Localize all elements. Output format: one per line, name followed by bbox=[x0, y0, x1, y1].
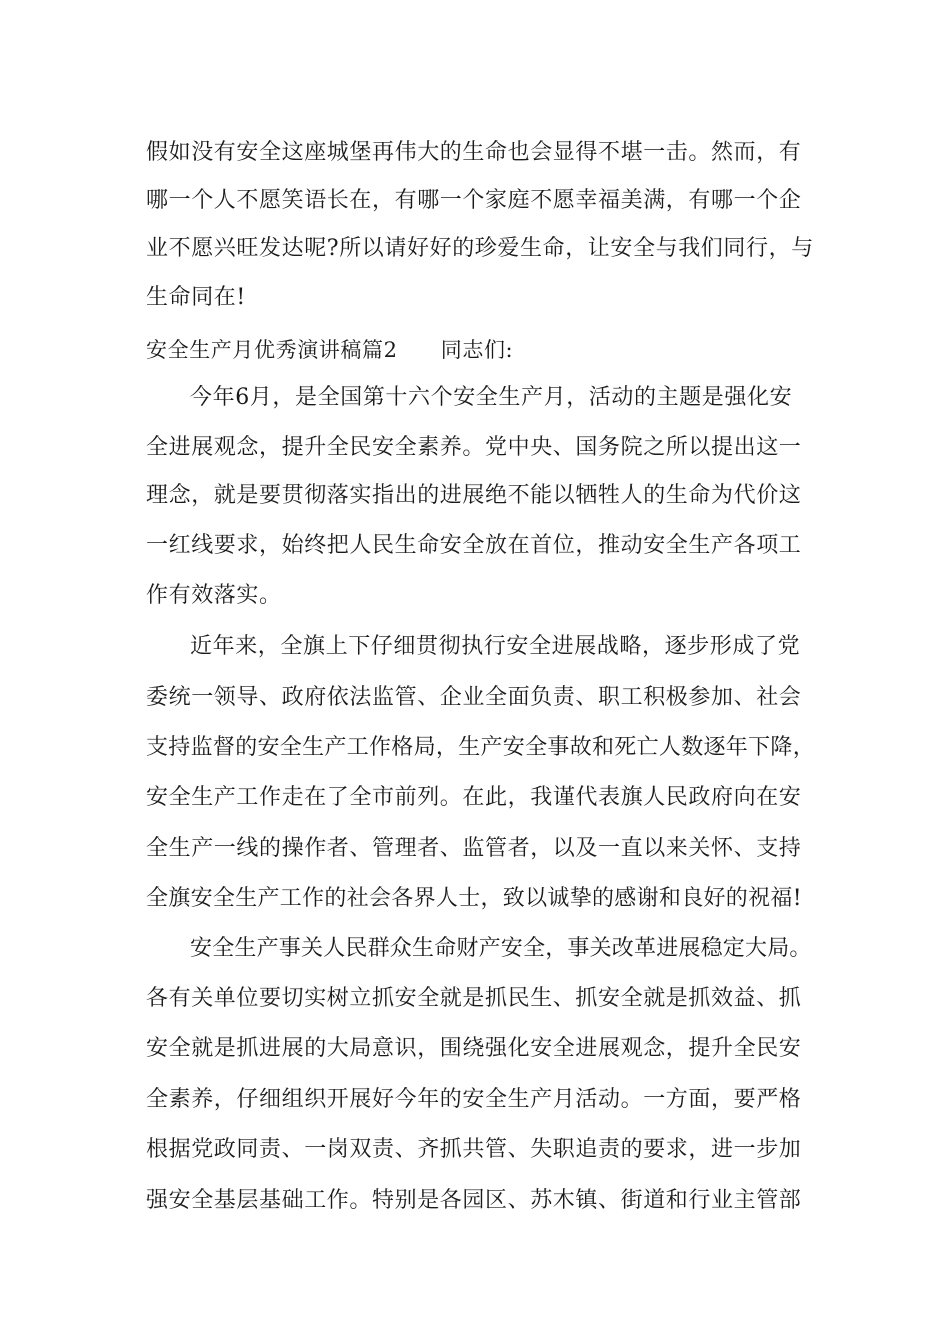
section-heading: 安全生产月优秀演讲稿篇2 同志们: bbox=[146, 338, 514, 362]
paragraph-line: 假如没有安全这座城堡再伟大的生命也会显得不堪一击。然而，有 bbox=[146, 140, 802, 165]
paragraph-line: 支持监督的安全生产工作格局，生产安全事故和死亡人数逐年下降， bbox=[146, 735, 816, 760]
paragraph-line: 强安全基层基础工作。特别是各园区、苏木镇、街道和行业主管部 bbox=[146, 1188, 802, 1213]
paragraph-line: 作有效落实。 bbox=[146, 583, 282, 608]
paragraph-line: 全素养，仔细组织开展好今年的安全生产月活动。一方面，要严格 bbox=[146, 1087, 802, 1112]
paragraph-line: 全生产一线的操作者、管理者、监管者，以及一直以来关怀、支持 bbox=[146, 836, 802, 861]
paragraph-line: 根据党政同责、一岗双责、齐抓共管、失职追责的要求，进一步加 bbox=[146, 1137, 802, 1162]
paragraph-line: 近年来，全旗上下仔细贯彻执行安全进展战略，逐步形成了党 bbox=[190, 634, 801, 659]
paragraph-line: 安全就是抓进展的大局意识，围绕强化安全进展观念，提升全民安 bbox=[146, 1036, 802, 1061]
paragraph-line: 业不愿兴旺发达呢?所以请好好的珍爱生命，让安全与我们同行，与 bbox=[146, 236, 814, 261]
paragraph-line: 委统一领导、政府依法监管、企业全面负责、职工积极参加、社会 bbox=[146, 685, 802, 710]
paragraph-line: 全旗安全生产工作的社会各界人士，致以诚挚的感谢和良好的祝福! bbox=[146, 886, 802, 911]
paragraph-line: 哪一个人不愿笑语长在，有哪一个家庭不愿幸福美满，有哪一个企 bbox=[146, 188, 802, 213]
paragraph-line: 生命同在! bbox=[146, 285, 246, 310]
paragraph-line: 今年6月，是全国第十六个安全生产月，活动的主题是强化安 bbox=[190, 385, 793, 410]
paragraph-line: 一红线要求，始终把人民生命安全放在首位，推动安全生产各项工 bbox=[146, 533, 802, 558]
paragraph-line: 安全生产事关人民群众生命财产安全，事关改革进展稳定大局。 bbox=[190, 936, 812, 961]
paragraph-line: 全进展观念，提升全民安全素养。党中央、国务院之所以提出这一 bbox=[146, 435, 802, 460]
paragraph-line: 各有关单位要切实树立抓安全就是抓民生、抓安全就是抓效益、抓 bbox=[146, 986, 802, 1011]
paragraph-line: 安全生产工作走在了全市前列。在此，我谨代表旗人民政府向在安 bbox=[146, 785, 802, 810]
paragraph-line: 理念，就是要贯彻落实指出的进展绝不能以牺牲人的生命为代价这 bbox=[146, 483, 802, 508]
